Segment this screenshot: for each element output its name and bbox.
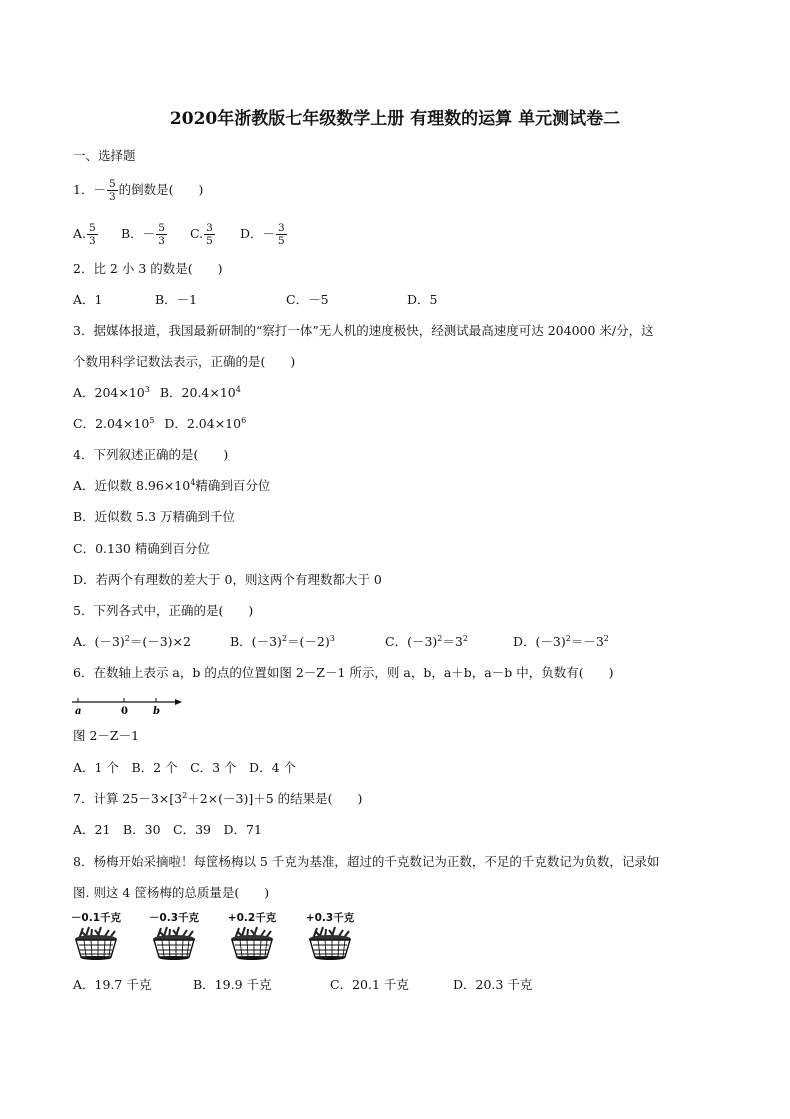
q4-option-b: B．近似数 5.3 万精确到千位 [73,509,236,524]
q3-option-d: D．$2.04\times 10^6$ [164,415,247,431]
basket-icon [227,925,277,961]
q1-frac-den: 3 [108,191,116,203]
axis-label-a: a [75,706,82,716]
q4-option-a: A．近似数 $8.96\times 10^4$精确到百分位 [73,477,271,493]
basket-3 [222,912,282,964]
basket-icon [305,925,355,961]
basket-1 [66,912,126,964]
q1-option-b: B．－ $\frac{5}{3}$ [121,222,165,247]
q2-option-b: B．－1 [155,292,198,307]
q3-options-cd [73,415,246,433]
q3-stem-line1: 3．据媒体报道，我国最新研制的“察打一体”无人机的速度极快，经测试最高速度可达 204000 米/分，这 [73,323,654,338]
q8-option-d: D．20.3 千克 [453,977,533,992]
basket-1-label: －0.1千克 [70,912,122,924]
q3-option-c: C．$2.04\times 10^5$ [73,415,155,431]
axis-label-zero: 0 [121,706,128,716]
q5-option-d: D．$(-3)^2=-3^2$ [513,633,609,649]
q4-option-d: D．若两个有理数的差大于 0，则这两个有理数都大于 0 [73,572,382,587]
q4-option-c: C．0.130 精确到百分位 [73,541,210,556]
axis-label-b: b [153,706,160,716]
q1-suffix: 的倒数是( ) [118,182,204,197]
q8-stem-line2: 图. 则这 4 筐杨梅的总质量是( ) [73,885,270,900]
q5-stem: 5．下列各式中，正确的是( ) [73,603,254,618]
q8-stem-line1: 8．杨梅开始采摘啦！每筐杨梅以 5 千克为基准，超过的千克数记为正数，不足的千克数记为负数，记录如 [73,854,660,869]
q3-option-a: A．$204\times 10^3$ [73,384,150,400]
q2-options [73,291,493,309]
q5-option-c: C．$(-3)^2=3^2$ [385,633,468,649]
q4-stem: 4．下列叙述正确的是( ) [73,447,229,462]
basket-4-label: +0.3千克 [305,912,355,924]
basket-2 [144,912,204,964]
q1-options [73,222,373,248]
basket-icon [149,925,199,961]
q2-option-c: C．－5 [286,292,329,307]
q7-options: A．21 B．30 C．39 D．71 [73,822,262,837]
q1-prefix: 1．－ [73,182,106,197]
number-line-arrow [175,699,182,705]
basket-2-label: －0.3千克 [148,912,200,924]
q1-frac-num: 5 [108,178,116,190]
section-heading: 一、选择题 [73,148,136,163]
number-line-figure [70,694,190,716]
basket-icon [71,925,121,961]
q7-stem: 7．计算 $25-3\times[3^2+2\times(-3)]+5$ 的结果是( ) [73,790,363,806]
q8-option-b: B．19.9 千克 [193,977,272,992]
q1-option-a: A. $\frac{5}{3}$ [73,222,96,247]
q1-option-d: D．－ $\frac{3}{5}$ [240,222,285,247]
basket-4 [300,912,360,964]
q5-options [73,633,673,651]
q5-option-a: A．$(-3)^2=(-3)\times 2$ [73,633,191,649]
q6-figure-caption: 图 2－Z－1 [73,728,140,743]
q8-options [73,976,593,994]
q3-stem-line2: 个数用科学记数法表示，正确的是( ) [73,354,296,369]
q2-option-d: D．5 [407,292,438,307]
q2-option-a: A．1 [73,292,103,307]
page-title: 2020年浙教版七年级数学上册 有理数的运算 单元测试卷二 [169,109,621,129]
question-1 [73,178,203,203]
q3-option-b: B．$20.4\times 10^4$ [159,384,241,400]
q5-option-b: B．$(-3)^2=(-2)^3$ [230,633,335,649]
q3-options-ab [73,384,241,402]
q1-option-c: C. $\frac{3}{5}$ [190,222,213,247]
q8-option-a: A．19.7 千克 [73,977,152,992]
q6-stem: 6．在数轴上表示 a，b 的点的位置如图 2－Z－1 所示，则 a，b，a＋b，a－b 中，负数有( ) [73,665,614,680]
q1-fraction [107,178,118,203]
q2-stem: 2．比 2 小 3 的数是( ) [73,261,223,276]
basket-3-label: +0.2千克 [227,912,277,924]
q8-option-c: C．20.1 千克 [330,977,409,992]
q6-options: A．1 个 B．2 个 C．3 个 D．4 个 [73,760,297,775]
